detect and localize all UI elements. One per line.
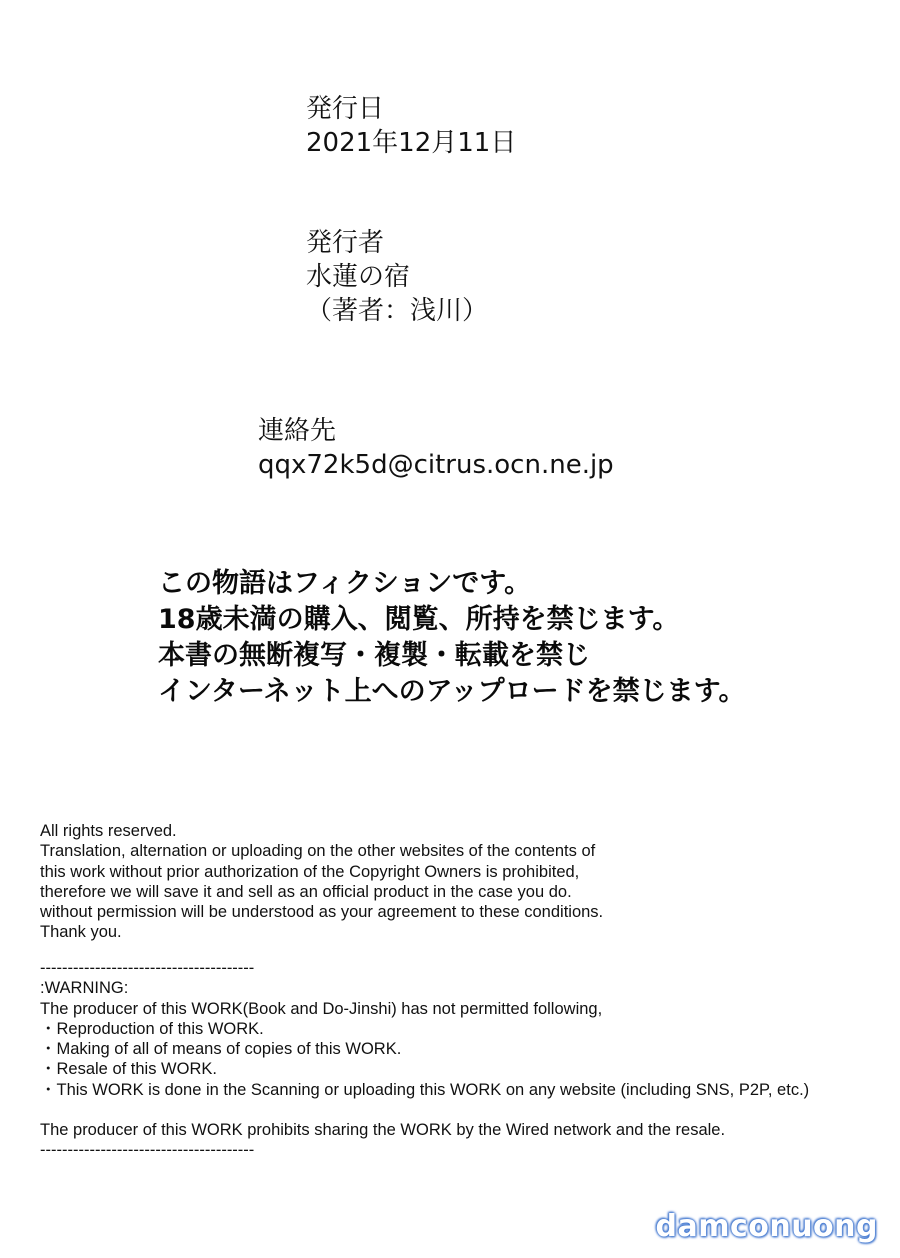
japanese-notice: [158, 566, 746, 710]
contact-block: [258, 414, 614, 482]
rights-line: Translation, alternation or uploading on the other websites of the contents of: [40, 842, 596, 861]
warning-intro: The producer of this WORK(Book and Do-Jinshi) has not permitted following,: [40, 999, 603, 1018]
spacer: [40, 1100, 809, 1120]
publisher-label: 発行者: [306, 228, 385, 258]
contact-label: 連絡先: [258, 416, 337, 446]
warning-section: [40, 958, 809, 1161]
rights-statement: [40, 821, 603, 943]
publisher-name: 水蓮の宿: [306, 262, 411, 292]
notice-line: 18歳未満の購入、閲覧、所持を禁じます。: [158, 604, 680, 635]
author-line: （著者：浅川）: [306, 296, 489, 326]
warning-item: ・This WORK is done in the Scanning or uploading this WORK on any website (including SNS, P2P, etc.): [40, 1080, 810, 1099]
issue-date-block: [306, 92, 516, 160]
rights-line: Thank you.: [40, 923, 122, 942]
warning-heading: :WARNING:: [40, 979, 129, 998]
notice-line: インターネット上へのアップロードを禁じます。: [158, 676, 746, 707]
rights-line: therefore we will save it and sell as an official product in the case you do.: [40, 882, 572, 901]
notice-line: 本書の無断複写・複製・転載を禁じ: [158, 640, 590, 671]
warning-closing: The producer of this WORK prohibits sharing the WORK by the Wired network and the resale.: [40, 1121, 726, 1140]
divider-top: ---------------------------------------: [40, 959, 255, 977]
publisher-block: [306, 226, 488, 328]
warning-item: ・Resale of this WORK.: [40, 1060, 217, 1079]
issue-date-value: 2021年12月11日: [306, 128, 517, 158]
rights-line: without permission will be understood as your agreement to these conditions.: [40, 903, 604, 922]
rights-line: All rights reserved.: [40, 822, 177, 840]
issue-date-label: 発行日: [306, 94, 385, 124]
notice-line: この物語はフィクションです。: [158, 568, 532, 599]
warning-item: ・Reproduction of this WORK.: [40, 1019, 264, 1038]
rights-line: this work without prior authorization of the Copyright Owners is prohibited,: [40, 862, 580, 881]
divider-bottom: ---------------------------------------: [40, 1141, 255, 1160]
contact-email: qqx72k5d@citrus.ocn.ne.jp: [258, 450, 614, 480]
site-watermark: damconuong: [655, 1209, 878, 1244]
warning-item: ・Making of all of means of copies of this WORK.: [40, 1040, 402, 1059]
